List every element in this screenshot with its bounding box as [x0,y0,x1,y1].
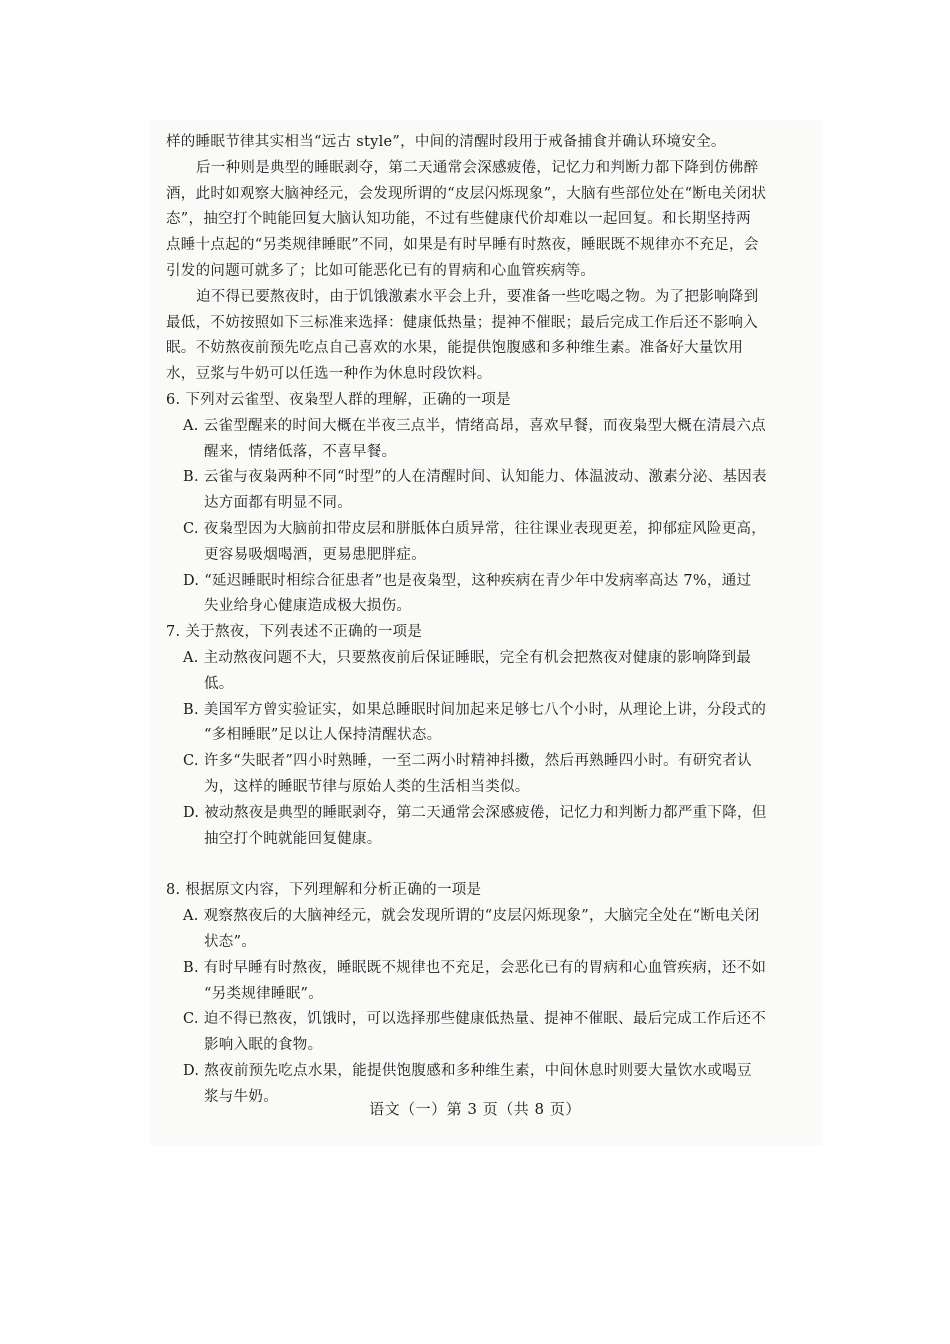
passage-line: 最低，不妨按照如下三标准来选择：健康低热量；提神不催眠；最后完成工作后还不影响入 [166,314,758,331]
option-d-continued: 浆与牛奶。 [204,1088,278,1105]
option-d: D. 熬夜前预先吃点水果，能提供饱腹感和多种维生素，中间休息时则要大量饮水或喝豆 [183,1062,752,1079]
option-b-continued: “多相睡眠”足以让人保持清醒状态。 [204,727,442,744]
option-a: A. 观察熬夜后的大脑神经元，就会发现所谓的“皮层闪烁现象”，大脑完全处在“断电关闭 [183,908,760,925]
question-7 [166,620,802,852]
option-c-continued: 影响入眠的食物。 [204,1037,323,1054]
option-a: A. 主动熬夜问题不大，只要熬夜前后保证睡眠，完全有机会把熬夜对健康的影响降到最 [183,649,752,666]
question-6 [166,388,802,620]
passage-line: 态”，抽空打个盹能回复大脑认知功能，不过有些健康代价却难以一起回复。和长期坚持两 [166,211,751,228]
question-stem: 6. 下列对云雀型、夜枭型人群的理解，正确的一项是 [166,391,511,408]
option-c-continued: 为，这样的睡眠节律与原始人类的生活相当类似。 [204,778,530,795]
option-d-continued: 抽空打个盹就能回复健康。 [204,830,382,847]
page-footer: 语文（一）第 3 页（共 8 页） [369,1100,581,1118]
question-8 [166,878,802,1110]
option-c: C. 迫不得已熬夜，饥饿时，可以选择那些健康低热量、提神不催眠、最后完成工作后还不 [183,1011,767,1028]
question-stem: 8. 根据原文内容，下列理解和分析正确的一项是 [166,882,482,899]
passage-line: 酒，此时如观察大脑神经元，会发现所谓的“皮层闪烁现象”，大脑有些部位处在“断电关闭状 [166,185,767,202]
passage-line: 眠。不妨熬夜前预先吃点自己喜欢的水果，能提供饱腹感和多种维生素。准备好大量饮用 [166,340,744,357]
option-b-continued: “另类规律睡眠”。 [204,985,324,1002]
passage-line: 点睡十点起的“另类规律睡眠”不同，如果是有时早睡有时熬夜，睡眠既不规律亦不充足，会 [166,237,759,254]
option-c: C. 许多“失眠者”四小时熟睡，一至二两小时精神抖擞，然后再熟睡四小时。有研究者认 [183,753,752,770]
passage-line: 后一种则是典型的睡眠剥夺，第二天通常会深感疲倦，记忆力和判断力都下降到仿佛醉 [196,159,759,176]
passage-line: 水，豆浆与牛奶可以任选一种作为休息时段饮料。 [166,366,492,383]
option-b-continued: 达方面都有明显不同。 [204,495,352,512]
passage-line: 样的睡眠节律其实相当“远古 style”，中间的清醒时段用于戒备捕食并确认环境安全。 [166,134,726,150]
option-d: D. 被动熬夜是典型的睡眠剥夺，第二天通常会深感疲倦，记忆力和判断力都严重下降，但 [183,804,767,821]
passage-line: 迫不得已要熬夜时，由于饥饿激素水平会上升，要准备一些吃喝之物。为了把影响降到 [196,288,759,305]
option-a-continued: 醒来，情绪低落，不喜早餐。 [204,443,397,460]
option-c: C. 夜枭型因为大脑前扣带皮层和胼胝体白质异常，往往课业表现更差，抑郁症风险更高， [183,520,767,537]
section-gap [166,852,802,878]
option-a-continued: 低。 [204,675,234,692]
passage-line: 引发的问题可就多了；比如可能恶化已有的胃病和心血管疾病等。 [166,262,596,279]
option-d-continued: 失业给身心健康造成极大损伤。 [204,598,412,615]
option-b: B. 美国军方曾实验证实，如果总睡眠时间加起来足够七八个小时，从理论上讲，分段式的 [183,701,767,718]
option-b: B. 有时早睡有时熬夜，睡眠既不规律也不充足，会恶化已有的胃病和心血管疾病，还不如 [183,959,767,976]
option-b: B. 云雀与夜枭两种不同“时型”的人在清醒时间、认知能力、体温波动、激素分泌、基因表 [183,469,767,486]
option-c-continued: 更容易吸烟喝酒，更易患肥胖症。 [204,546,426,563]
option-a: A. 云雀型醒来的时间大概在半夜三点半，情绪高昂，喜欢早餐，而夜枭型大概在清晨六点 [183,417,766,434]
question-stem: 7. 关于熬夜，下列表述不正确的一项是 [166,624,423,641]
option-a-continued: 状态”。 [204,933,257,950]
reading-passage [166,130,802,388]
option-d: D. “延迟睡眠时相综合征患者”也是夜枭型，这种疾病在青少年中发病率高达 7%，通过 [183,572,752,589]
page-content [166,130,802,1110]
